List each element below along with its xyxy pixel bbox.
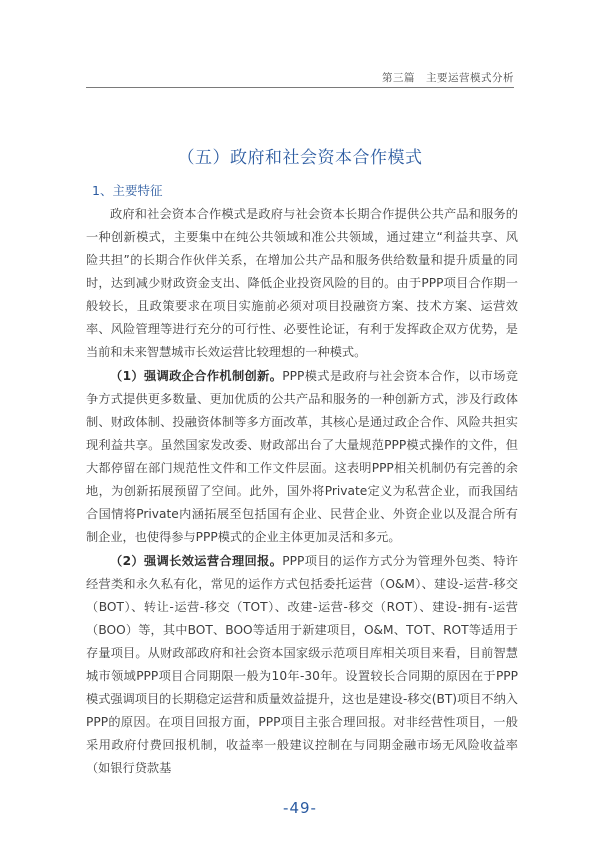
intro-paragraph: 政府和社会资本合作模式是政府与社会资本长期合作提供公共产品和服务的一种创新模式，主要集中在纯公共领域和准公共领域，通过建立“利益共享、风险共担”的长期合作伙伴关系，在增加公共产品和服务供给数量和提升质量的同时，达到减少财政资金支出、降低企业投资风险的目的。由于PPP项目合作期一般较长，且政策要求在项目实施前必须对项目投融资方案、技术方案、运营效率、风险管理等进行充分的可行性、必要性论证，有利于发挥政企双方优势，是当前和未来智慧城市长效运营比较理想的一种模式。 bbox=[86, 207, 518, 359]
point-1-body: PPP模式是政府与社会资本合作，以市场竞争方式提供更多数量、更加优质的公共产品和服务的一种创新方式，涉及行政体制、财政体制、投融资体制等多方面改革，其核心是通过政企合作、风险共担实现利益共享。虽然国家发改委、财政部出台了大量规范PPP模式操作的文件，但大都停留在部门规范性文件和工作文件层面。这表明PPP相关机制仍有完善的余地，为创新拓展预留了空间。此外，国外将Private定义为私营企业，而我国结合国情将Private内涵拓展至包括国有企业、民营企业、外资企业以及混合所有制企业，也使得参与PPP模式的企业主体更加灵活和多元。 bbox=[86, 369, 518, 544]
point-2-lead: （2）强调长效运营合理回报。 bbox=[110, 554, 283, 568]
page-number: -49- bbox=[283, 799, 317, 817]
running-header: 第三篇 主要运营模式分析 bbox=[382, 72, 514, 84]
point-1-lead: （1）强调政企合作机制创新。 bbox=[110, 369, 283, 383]
point-1-paragraph bbox=[86, 365, 518, 549]
point-2-body: PPP项目的运作方式分为管理外包类、特许经营类和永久私有化，常见的运作方式包括委托运营（O&M）、建设-运营-移交（BOT）、转让-运营-移交（TOT）、改建-运营-移交（ROT）、建设-拥有-运营（BOO）等，其中BOT、BOO等适用于新建项目，O&M、TOT、ROT等适用于存量项目。从财政部政府和社会资本国家级示范项目库相关项目来看，目前智慧城市领域PPP项目合同期限一般为10年-30年。设置较长合同期的原因在于PPP模式强调项目的长期稳定运营和质量效益提升，这也是建设-移交(BT)项目不纳入PPP的原因。在项目回报方面，PPP项目主张合理回报。对非经营性项目，一般采用政府付费回报机制，收益率一般建议控制在与同期金融市场无风险收益率（如银行贷款基 bbox=[86, 554, 518, 775]
header-divider bbox=[86, 87, 514, 88]
body-text bbox=[86, 203, 518, 780]
subheading: 1、主要特征 bbox=[92, 183, 163, 198]
section-title: （五）政府和社会资本合作模式 bbox=[177, 148, 423, 168]
point-2-paragraph bbox=[86, 550, 518, 780]
